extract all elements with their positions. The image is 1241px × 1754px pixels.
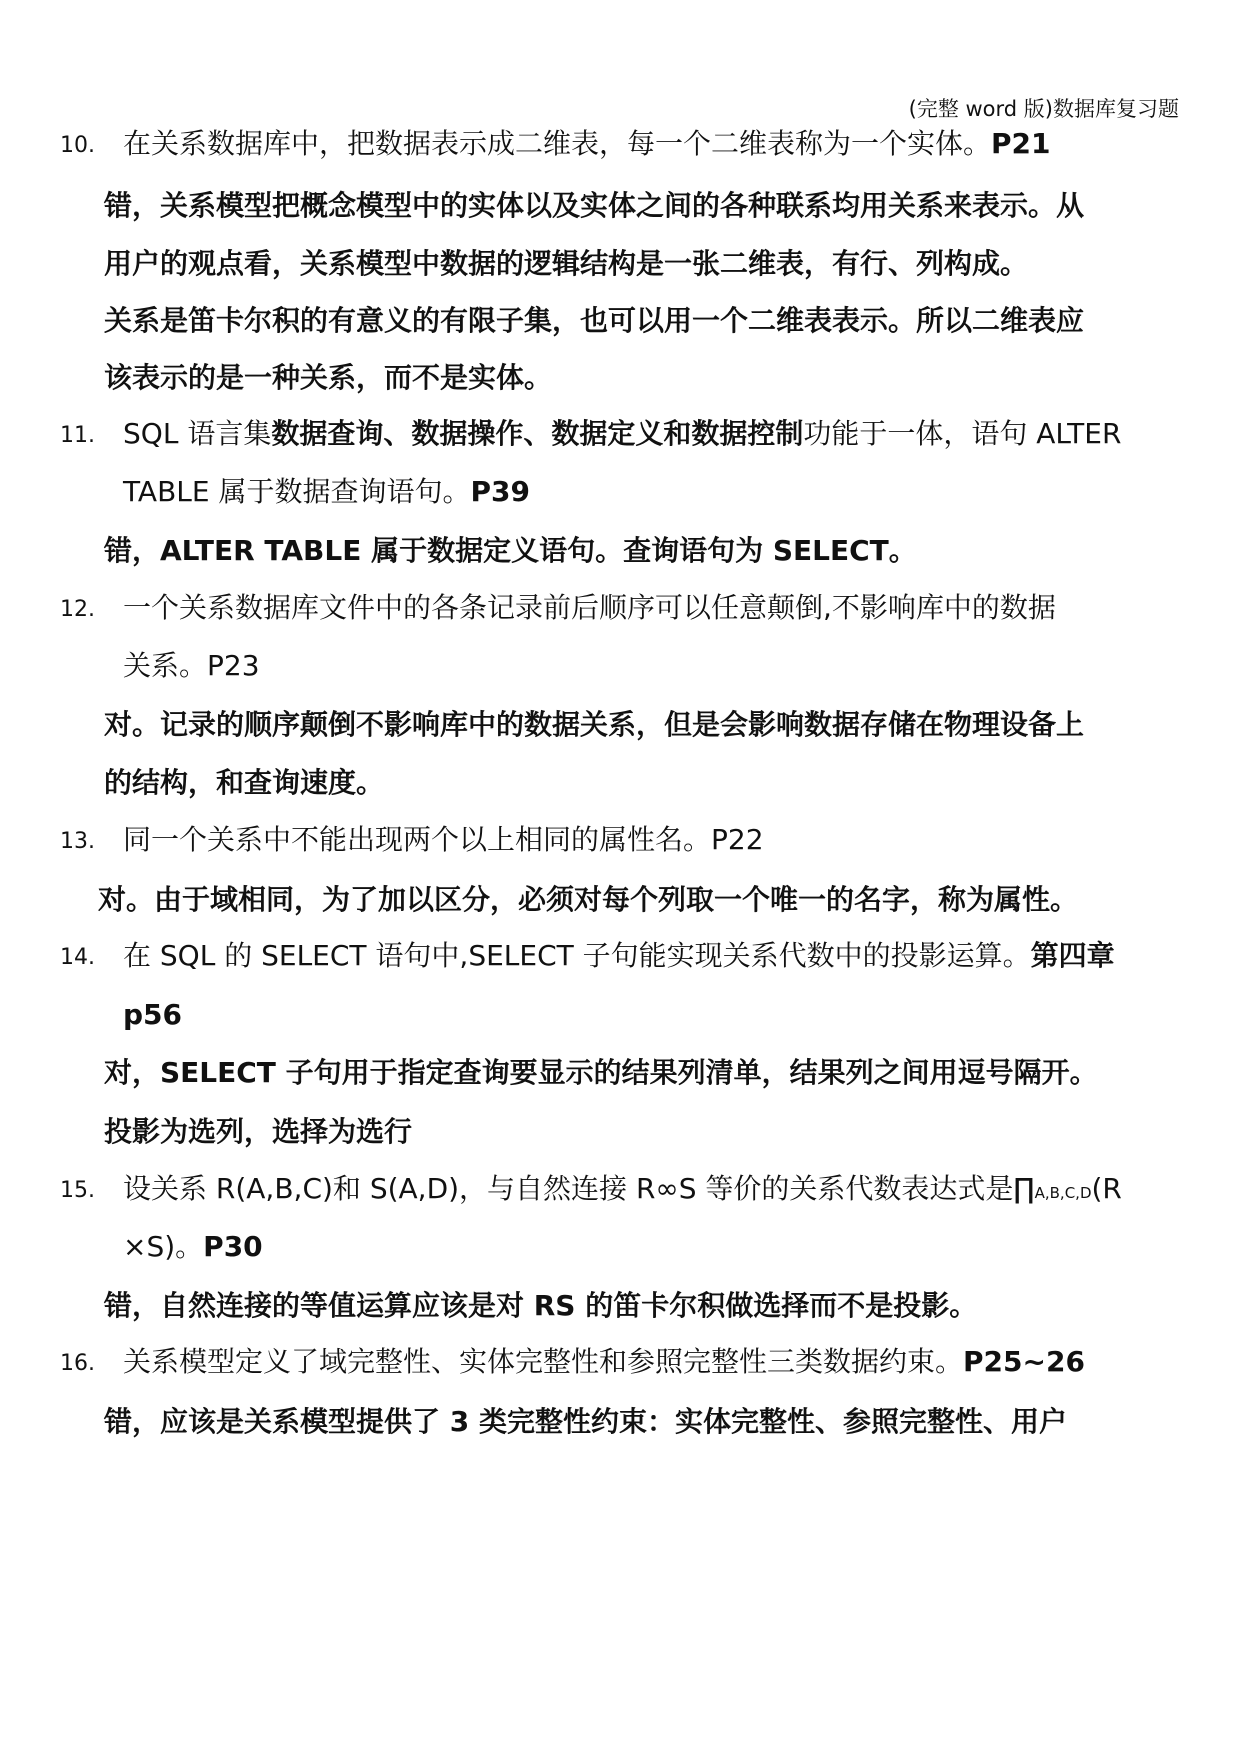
- answer-line: 用户的观点看，关系模型中数据的逻辑结构是一张二维表，有行、列构成。: [104, 247, 1029, 280]
- question-line: 在 SQL 的 SELECT 语句中,SELECT 子句能实现关系代数中的投影运算。第四章: [123, 939, 1115, 972]
- answer-line: 对，SELECT 子句用于指定查询要显示的结果列清单，结果列之间用逗号隔开。: [104, 1056, 1098, 1089]
- answer-line: 对。由于域相同，为了加以区分，必须对每个列取一个唯一的名字，称为属性。: [98, 883, 1079, 916]
- answer-line: 投影为选列，选择为选行: [104, 1115, 413, 1148]
- item-number: 11.: [60, 423, 95, 448]
- question-line: SQL 语言集数据查询、数据操作、数据定义和数据控制功能于一体，语句 ALTER: [123, 417, 1122, 450]
- answer-line: 该表示的是一种关系，而不是实体。: [104, 361, 553, 394]
- item-number: 16.: [60, 1351, 95, 1376]
- answer-line: 关系是笛卡尔积的有意义的有限子集，也可以用一个二维表表示。所以二维表应: [104, 304, 1085, 337]
- answer-line: 对。记录的顺序颠倒不影响库中的数据关系，但是会影响数据存储在物理设备上: [104, 708, 1085, 741]
- question-line: ×S)。P30: [123, 1230, 263, 1263]
- item-number: 14.: [60, 945, 95, 970]
- item-number: 10.: [60, 133, 95, 158]
- answer-line: 错，关系模型把概念模型中的实体以及实体之间的各种联系均用关系来表示。从: [104, 189, 1085, 222]
- question-line: TABLE 属于数据查询语句。P39: [123, 475, 530, 508]
- question-line: p56: [123, 998, 183, 1031]
- question-line: 关系模型定义了域完整性、实体完整性和参照完整性三类数据约束。P25~26: [123, 1345, 1085, 1378]
- answer-line: 错，ALTER TABLE 属于数据定义语句。查询语句为 SELECT。: [104, 534, 917, 567]
- page-header: (完整 word 版)数据库复习题: [908, 97, 1179, 121]
- question-line: 设关系 R(A,B,C)和 S(A,D)，与自然连接 R∞S 等价的关系代数表达式是∏A,B,C,D(R: [123, 1172, 1122, 1205]
- question-line: 一个关系数据库文件中的各条记录前后顺序可以任意颠倒,不影响库中的数据: [123, 591, 1056, 624]
- item-number: 13.: [60, 829, 95, 854]
- answer-line: 错，自然连接的等值运算应该是对 RS 的笛卡尔积做选择而不是投影。: [104, 1289, 978, 1322]
- item-number: 12.: [60, 597, 95, 622]
- question-line: 同一个关系中不能出现两个以上相同的属性名。P22: [123, 823, 764, 856]
- question-line: 在关系数据库中，把数据表示成二维表，每一个二维表称为一个实体。P21: [123, 127, 1051, 160]
- question-line: 关系。P23: [123, 649, 260, 682]
- answer-line: 的结构，和查询速度。: [104, 766, 385, 799]
- answer-line: 错，应该是关系模型提供了 3 类完整性约束：实体完整性、参照完整性、用户: [104, 1405, 1067, 1438]
- item-number: 15.: [60, 1178, 95, 1203]
